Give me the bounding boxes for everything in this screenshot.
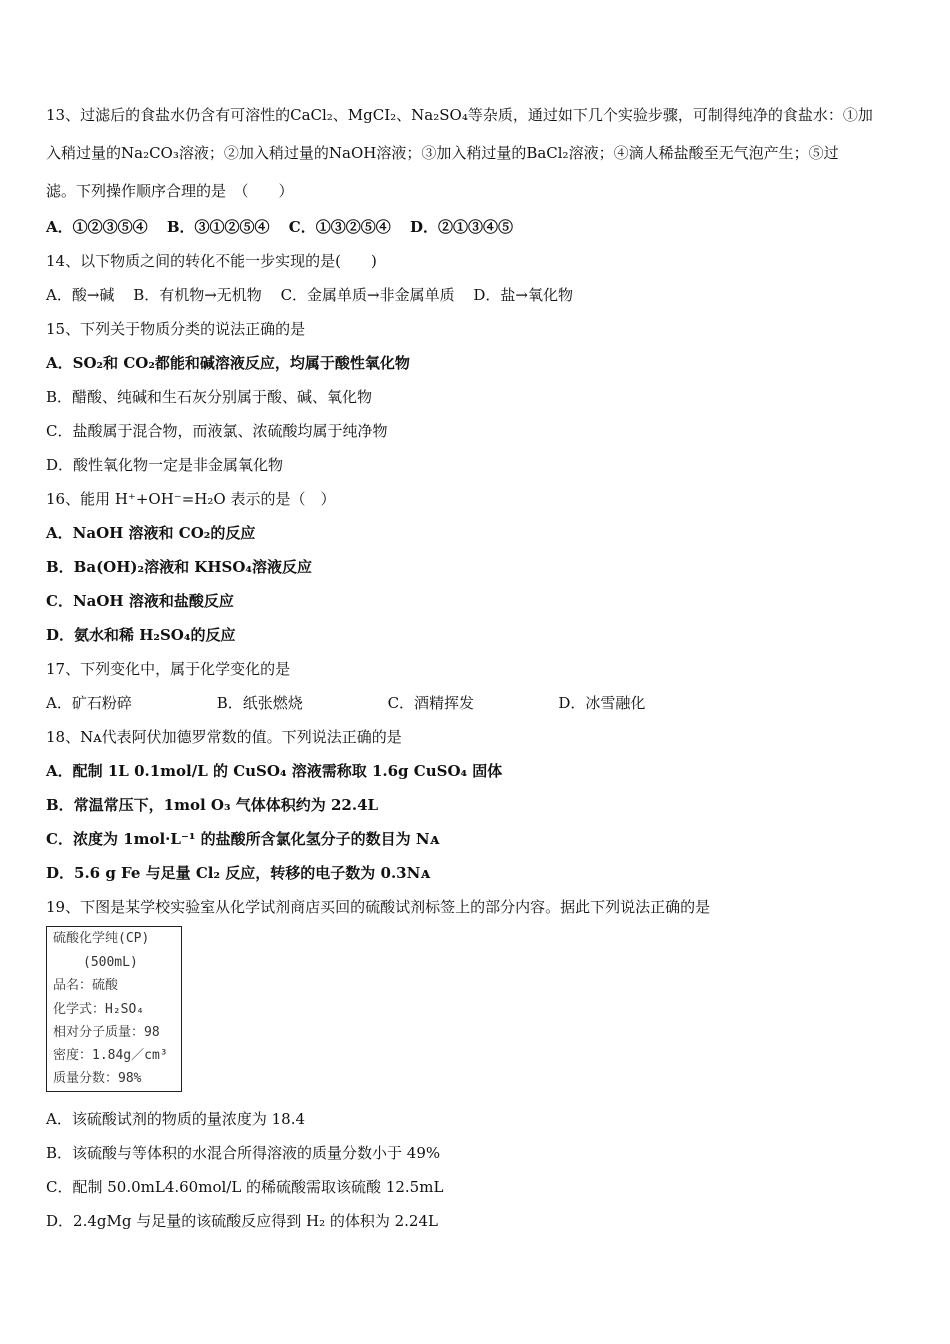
q19-option-a: A．该硫酸试剂的物质的量浓度为 18.4 <box>46 1110 306 1128</box>
q18-stem: 18、Nᴀ代表阿伏加德罗常数的值。下列说法正确的是 <box>46 728 402 746</box>
q14-option-b: B．有机物→无机物 <box>133 286 262 304</box>
q13-option-d: D．②①③④⑤ <box>409 218 513 236</box>
q16-option-a: A．NaOH 溶液和 CO₂的反应 <box>46 524 256 542</box>
q16-option-b: B．Ba(OH)₂溶液和 KHSO₄溶液反应 <box>46 558 312 576</box>
q17-option-c: C．酒精挥发 <box>387 694 475 712</box>
q18-option-b: B．常温常压下，1mol O₃ 气体体积约为 22.4L <box>46 796 379 814</box>
q18-option-d: D．5.6 g Fe 与足量 Cl₂ 反应，转移的电子数为 0.3Nᴀ <box>46 864 430 882</box>
q15-option-b: B．醋酸、纯碱和生石灰分别属于酸、碱、氧化物 <box>46 388 373 406</box>
label-density: 密度：1.84g／cm³ <box>53 1048 168 1063</box>
label-formula: 化学式：H₂SO₄ <box>53 1002 145 1017</box>
q16-stem: 16、能用 H⁺+OH⁻=H₂O 表示的是（ ） <box>46 490 336 508</box>
reagent-label <box>46 926 182 1092</box>
q15-option-c: C．盐酸属于混合物，而液氯、浓硫酸均属于纯净物 <box>46 422 388 440</box>
q13-option-c: C．①③②⑤④ <box>288 218 391 236</box>
q18-option-a: A．配制 1L 0.1mol/L 的 CuSO₄ 溶液需称取 1.6g CuSO₄ 固体 <box>46 762 503 780</box>
q13-option-b: B．③①②⑤④ <box>166 218 270 236</box>
q17-options <box>46 686 908 720</box>
q19-option-b: B．该硫酸与等体积的水混合所得溶液的质量分数小于 49% <box>46 1144 441 1162</box>
q14-option-a: A．酸→碱 <box>46 286 115 304</box>
label-mass-fraction: 质量分数：98% <box>53 1071 142 1086</box>
q14-stem: 14、以下物质之间的转化不能一步实现的是( ) <box>46 252 377 270</box>
label-molar-mass: 相对分子质量：98 <box>53 1025 160 1040</box>
q13-stem-line-3: 滤。下列操作顺序合理的是 （ ） <box>46 182 294 200</box>
label-title: 硫酸化学纯(CP) <box>53 931 150 946</box>
q13-option-a: A．①②③⑤④ <box>46 218 148 236</box>
q13-stem-line-2: 入稍过量的Na₂CO₃溶液；②加入稍过量的NaOH溶液；③加入稍过量的BaCl₂溶液；④滴人稀盐酸至无气泡产生；⑤过 <box>46 144 839 162</box>
label-volume: (500mL) <box>83 955 138 970</box>
q17-option-d: D．冰雪融化 <box>558 694 646 712</box>
q19-option-c: C．配制 50.0mL4.60mol/L 的稀硫酸需取该硫酸 12.5mL <box>46 1178 444 1196</box>
q19-option-d: D．2.4gMg 与足量的该硫酸反应得到 H₂ 的体积为 2.24L <box>46 1212 438 1230</box>
exam-page <box>46 96 908 1238</box>
q17-stem: 17、下列变化中，属于化学变化的是 <box>46 660 291 678</box>
q16-option-d: D．氨水和稀 H₂SO₄的反应 <box>46 626 236 644</box>
q15-option-a: A．SO₂和 CO₂都能和碱溶液反应，均属于酸性氧化物 <box>46 354 410 372</box>
q14-option-d: D．盐→氧化物 <box>473 286 573 304</box>
q16-option-c: C．NaOH 溶液和盐酸反应 <box>46 592 234 610</box>
q19-stem: 19、下图是某学校实验室从化学试剂商店买回的硫酸试剂标签上的部分内容。据此下列说法正确的是 <box>46 898 711 916</box>
question-13 <box>46 96 908 210</box>
q18-option-c: C．浓度为 1mol·L⁻¹ 的盐酸所含氯化氢分子的数目为 Nᴀ <box>46 830 440 848</box>
q15-stem: 15、下列关于物质分类的说法正确的是 <box>46 320 306 338</box>
q14-option-c: C．金属单质→非金属单质 <box>280 286 455 304</box>
q14-options <box>46 278 908 312</box>
q17-option-b: B．纸张燃烧 <box>216 694 303 712</box>
q13-options <box>46 210 908 244</box>
q15-option-d: D．酸性氧化物一定是非金属氧化物 <box>46 456 284 474</box>
label-name: 品名：硫酸 <box>53 978 119 993</box>
q13-stem-line-1: 13、过滤后的食盐水仍含有可溶性的CaCl₂、MgCI₂、Na₂SO₄等杂质，通过如下几个实验步骤，可制得纯净的食盐水：①加 <box>46 106 873 124</box>
q17-option-a: A．矿石粉碎 <box>46 694 132 712</box>
